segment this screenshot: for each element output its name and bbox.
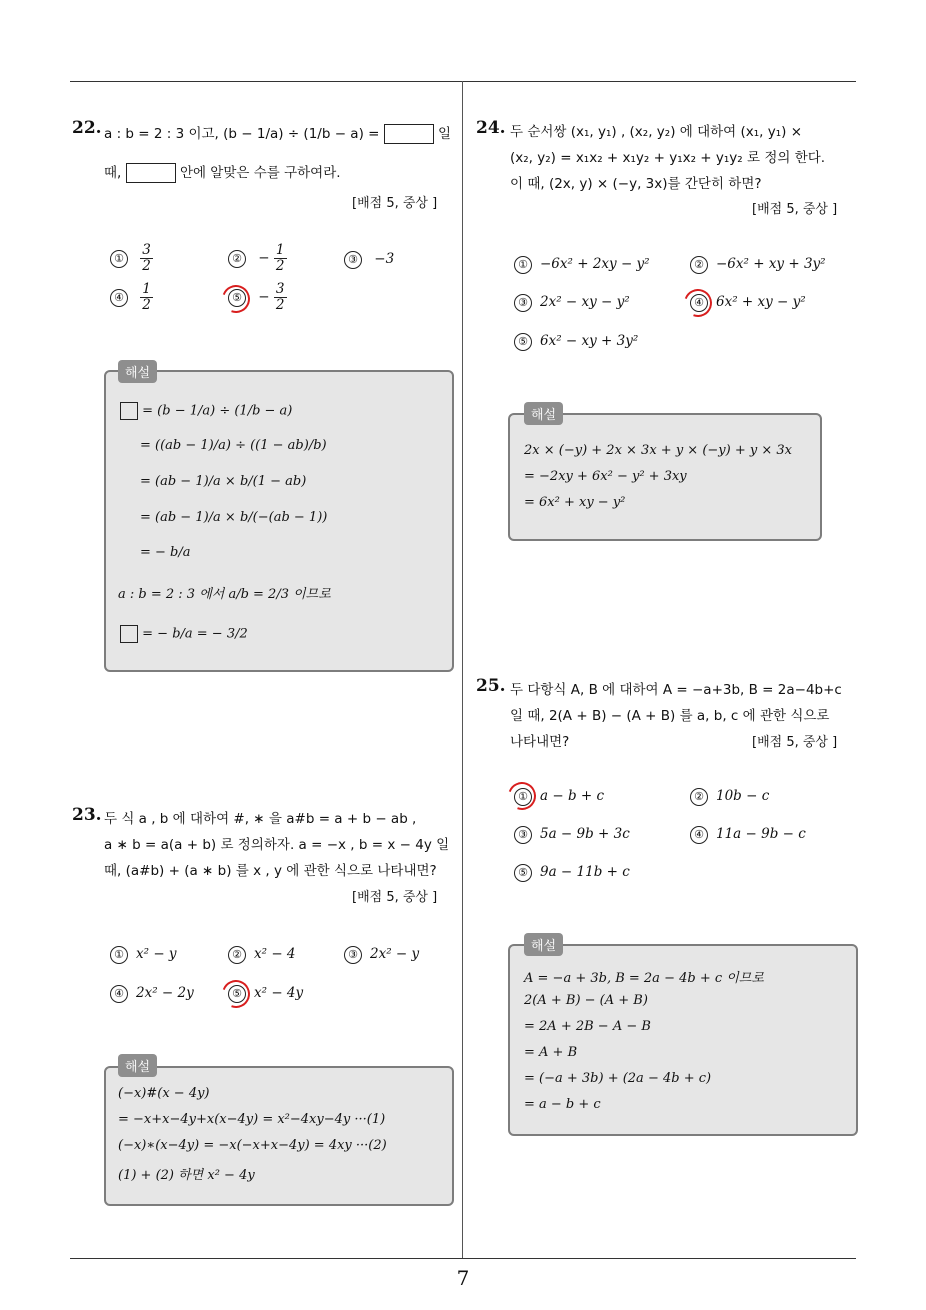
problem-text-line: 때, bbox=[104, 165, 122, 181]
choice-value: 11a − 9b − c bbox=[716, 826, 806, 842]
choice-value: 10b − c bbox=[716, 788, 770, 804]
choice-1[interactable] bbox=[110, 243, 153, 274]
solution-line: = 6x² + xy − y² bbox=[524, 495, 626, 510]
choice-fraction bbox=[140, 282, 153, 313]
solution-label: 해설 bbox=[118, 1054, 157, 1077]
score-meta: [배점 5, 중상 ] bbox=[352, 890, 438, 905]
solution-line bbox=[120, 402, 292, 420]
choice-number: ⑤ bbox=[514, 333, 532, 351]
score-meta: [배점 5, 중상 ] bbox=[752, 202, 838, 217]
solution-line: = − b/a bbox=[140, 545, 191, 560]
denominator: 2 bbox=[275, 297, 285, 313]
solution-line: = a − b + c bbox=[524, 1097, 601, 1112]
choice-number: ② bbox=[228, 946, 246, 964]
choice-5[interactable] bbox=[514, 333, 638, 351]
denominator: 2 bbox=[142, 258, 151, 274]
choice-number: ④ bbox=[690, 294, 708, 312]
problem-text-line: 일 bbox=[438, 126, 452, 142]
problem-text-line: 두 순서쌍 (x₁, y₁) , (x₂, y₂) 에 대하여 (x₁, y₁) × bbox=[510, 124, 803, 140]
solution-line: = (−a + 3b) + (2a − 4b + c) bbox=[524, 1071, 712, 1086]
choice-number: ④ bbox=[690, 826, 708, 844]
choice-2[interactable] bbox=[228, 946, 296, 964]
choice-number: ② bbox=[690, 256, 708, 274]
solution-label: 해설 bbox=[524, 402, 563, 425]
choice-value: 6x² + xy − y² bbox=[716, 294, 806, 310]
problem-text-line: 두 식 a , b 에 대하여 #, ∗ 을 a#b = a + b − ab , bbox=[104, 811, 417, 827]
footer-rule bbox=[70, 1258, 856, 1259]
problem-text-line: 일 때, 2(A + B) − (A + B) 를 a, b, c 에 관한 식으로 bbox=[510, 708, 830, 724]
problem-number: 22. bbox=[72, 118, 102, 138]
solution-line: A = −a + 3b, B = 2a − 4b + c 이므로 bbox=[524, 971, 764, 986]
choice-4[interactable] bbox=[690, 826, 806, 844]
choice-number: ② bbox=[228, 250, 246, 268]
choice-value: −6x² + 2xy − y² bbox=[540, 256, 650, 272]
choice-value: x² − y bbox=[136, 946, 177, 962]
choice-3[interactable] bbox=[344, 251, 394, 269]
choice-number: ⑤ bbox=[228, 289, 246, 307]
choice-4[interactable] bbox=[110, 985, 194, 1003]
header-rule bbox=[70, 81, 856, 82]
choice-1[interactable] bbox=[514, 256, 650, 274]
choice-number: ③ bbox=[344, 946, 362, 964]
solution-line: (−x)∗(x−4y) = −x(−x+x−4y) = 4xy ···(2) bbox=[118, 1138, 387, 1153]
choice-number: ④ bbox=[110, 985, 128, 1003]
problem-number: 25. bbox=[476, 676, 506, 696]
page-number: 7 bbox=[456, 1266, 470, 1290]
solution-line: = −2xy + 6x² − y² + 3xy bbox=[524, 469, 687, 484]
numerator: 3 bbox=[142, 242, 151, 258]
solution-line: 2x × (−y) + 2x × 3x + y × (−y) + y × 3x bbox=[524, 443, 792, 458]
choice-1[interactable] bbox=[110, 946, 177, 964]
choice-value: −3 bbox=[374, 251, 395, 267]
denominator: 2 bbox=[142, 297, 151, 313]
problem-text-line: a ∗ b = a(a + b) 로 정의하자. a = −x , b = x − 4y 일 bbox=[104, 837, 450, 853]
answer-blank bbox=[120, 402, 138, 420]
answer-mark-icon bbox=[679, 284, 716, 321]
problem-text-line: (x₂, y₂) = x₁x₂ + x₁y₂ + y₁x₂ + y₁y₂ 로 정의 한다. bbox=[510, 150, 826, 166]
choice-value: 6x² − xy + 3y² bbox=[540, 333, 639, 349]
numerator: 3 bbox=[275, 281, 285, 297]
problem-text bbox=[104, 160, 454, 186]
solution-text: = − b/a = − 3/2 bbox=[142, 626, 248, 642]
choice-value: 9a − 11b + c bbox=[540, 864, 630, 880]
problem-text-line: 두 다항식 A, B 에 대하여 A = −a+3b, B = 2a−4b+c bbox=[510, 682, 842, 698]
choice-sign: − bbox=[258, 289, 270, 305]
problem-number: 23. bbox=[72, 805, 102, 825]
solution-line: = 2A + 2B − A − B bbox=[524, 1019, 651, 1034]
solution-line: 2(A + B) − (A + B) bbox=[524, 993, 648, 1008]
score-meta: [배점 5, 중상 ] bbox=[752, 735, 838, 750]
choice-number: ⑤ bbox=[514, 864, 532, 882]
problem-text-line: 때, (a#b) + (a ∗ b) 를 x , y 에 관한 식으로 나타내면? bbox=[104, 863, 437, 879]
solution-line: (1) + (2) 하면 x² − 4y bbox=[118, 1168, 255, 1183]
problem-text-line: 나타내면? bbox=[510, 734, 570, 750]
answer-blank bbox=[384, 124, 434, 144]
numerator: 1 bbox=[275, 242, 285, 258]
choice-value: 5a − 9b + 3c bbox=[540, 826, 630, 842]
choice-number: ⑤ bbox=[228, 985, 246, 1003]
solution-line: = −x+x−4y+x(x−4y) = x²−4xy−4y ···(1) bbox=[118, 1112, 386, 1127]
choice-value: a − b + c bbox=[540, 788, 605, 804]
choice-fraction bbox=[274, 282, 287, 313]
solution-line: = ((ab − 1)/a) ÷ ((1 − ab)/b) bbox=[140, 438, 327, 453]
choice-2[interactable] bbox=[690, 788, 769, 806]
choice-value: 2x² − 2y bbox=[136, 985, 194, 1001]
choice-number: ① bbox=[514, 788, 532, 806]
answer-blank bbox=[126, 163, 176, 183]
choice-fraction bbox=[140, 243, 153, 274]
choice-3[interactable] bbox=[344, 946, 419, 964]
column-divider bbox=[462, 81, 463, 1259]
solution-label: 해설 bbox=[524, 933, 563, 956]
choice-3[interactable] bbox=[514, 294, 630, 312]
denominator: 2 bbox=[275, 258, 285, 274]
choice-2[interactable] bbox=[690, 256, 826, 274]
choice-value: 2x² − xy − y² bbox=[540, 294, 630, 310]
choice-number: ④ bbox=[110, 289, 128, 307]
choice-3[interactable] bbox=[514, 826, 630, 844]
choice-number: ③ bbox=[514, 826, 532, 844]
solution-line bbox=[120, 625, 248, 643]
score-meta: [배점 5, 중상 ] bbox=[352, 196, 438, 211]
solution-line: a : b = 2 : 3 에서 a/b = 2/3 이므로 bbox=[118, 587, 331, 602]
choice-number: ① bbox=[110, 946, 128, 964]
choice-number: ③ bbox=[344, 251, 362, 269]
choice-sign: − bbox=[258, 250, 270, 266]
answer-blank bbox=[120, 625, 138, 643]
answer-mark-icon bbox=[503, 777, 540, 814]
problem-number: 24. bbox=[476, 118, 506, 138]
choice-value: −6x² + xy + 3y² bbox=[716, 256, 826, 272]
choice-number: ② bbox=[690, 788, 708, 806]
choice-number: ① bbox=[110, 250, 128, 268]
choice-value: x² − 4y bbox=[254, 985, 304, 1001]
numerator: 1 bbox=[142, 281, 151, 297]
solution-line: = (ab − 1)/a × b/(−(ab − 1)) bbox=[140, 510, 328, 525]
problem-text-line: a : b = 2 : 3 이고, (b − 1/a) ÷ (1/b − a) = bbox=[104, 126, 380, 142]
problem-text-line: 안에 알맞은 수를 구하여라. bbox=[179, 165, 341, 181]
choice-5[interactable] bbox=[514, 864, 630, 882]
choice-4[interactable] bbox=[110, 282, 153, 313]
choice-2[interactable] bbox=[228, 243, 287, 274]
solution-text: = (b − 1/a) ÷ (1/b − a) bbox=[142, 403, 293, 419]
solution-label: 해설 bbox=[118, 360, 157, 383]
solution-line: (−x)#(x − 4y) bbox=[118, 1086, 210, 1101]
problem-text bbox=[104, 121, 454, 147]
choice-value: 2x² − y bbox=[370, 946, 420, 962]
answer-mark-icon bbox=[217, 975, 254, 1012]
choice-value: x² − 4 bbox=[254, 946, 296, 962]
solution-line: = A + B bbox=[524, 1045, 578, 1060]
problem-text-line: 이 때, (2x, y) × (−y, 3x)를 간단히 하면? bbox=[510, 176, 762, 192]
solution-line: = (ab − 1)/a × b/(1 − ab) bbox=[140, 474, 307, 489]
choice-fraction bbox=[274, 243, 287, 274]
choice-number: ③ bbox=[514, 294, 532, 312]
choice-number: ① bbox=[514, 256, 532, 274]
